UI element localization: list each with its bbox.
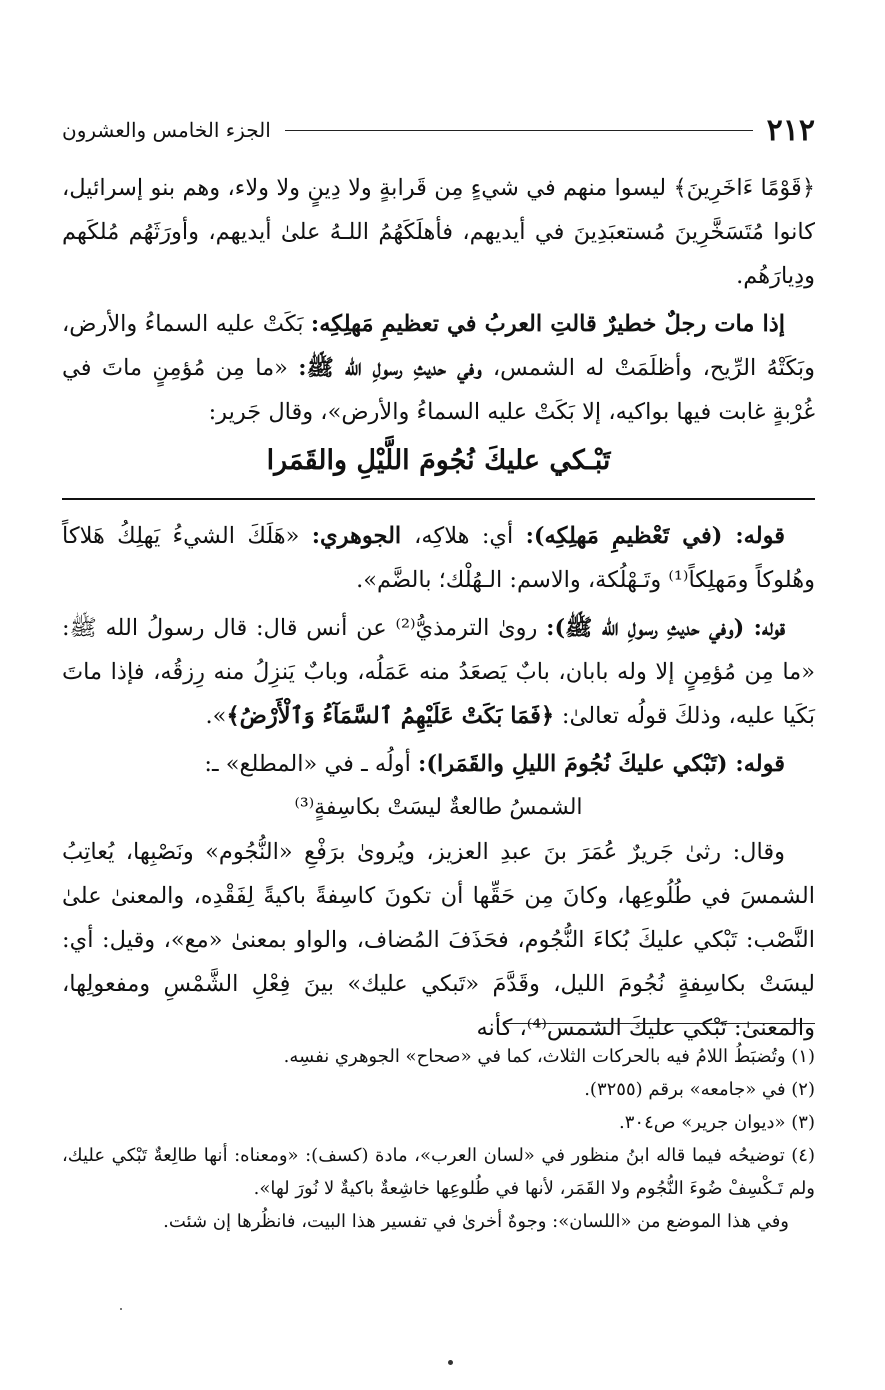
running-title: الجزء الخامس والعشرون — [62, 118, 271, 142]
footnote-rule — [505, 1023, 815, 1024]
page-number: ٢١٢ — [766, 112, 815, 148]
page-header — [62, 108, 815, 152]
header-rule — [285, 130, 753, 131]
commentary-1-part-c: «هَلَكَ الشيءُ يَهلِكُ هَلاكاً وهُلوكاً ومَهلِكاً⁽¹⁾ وتَـهْلُكة، والاسم: الـهُلْك؛ بالضَّم». — [62, 523, 815, 593]
poem-verse: تَبْـكي عليكَ نُجُومَ اللَّيْلِ والقَمَرا — [266, 445, 611, 476]
poem-verse-2: الشمسُ طالعةٌ ليسَتْ بكاسِفةٍ⁽³⁾ — [294, 795, 583, 820]
commentary-2-part-c: ». — [205, 703, 227, 729]
scan-speck — [448, 1360, 453, 1365]
footnote-4: (٤) توضيحُه فيما قاله ابنُ منظور في «لسان العرب»، مادة (كسف): «ومعناه: أنها طالِعةٌ تَبْكي عليك، ولم تَـكْسِفْ ضُوءَ النُّجُوم ولا القَمَر، لأنها في طُلوعِها خاشِعةٌ باكيةٌ لا نُورَ لها». — [62, 1145, 815, 1199]
footnote-2: (٢) في «جامعه» برقم (٣٢٥٥). — [584, 1079, 815, 1100]
paragraph-2-part-c: «ما مِن مُؤمِنٍ ماتَ في غُرْبةٍ غابت فيها بواكيه، إلا بَكَتْ عليه السماءُ والأرض»، وقال جَرير: — [62, 355, 815, 425]
paragraph-2-part-a: بَكَتْ عليه السماءُ والأرض، وبَكَتْهُ الرِّيح، وأظلَمَتْ له الشمس، — [62, 311, 815, 381]
commentary-1-part-b: الجوهري: — [311, 523, 415, 549]
paragraph-2-lead: إذا مات رجلٌ خطيرٌ قالتِ العربُ في تعظيمِ مَهلِكِه: — [310, 311, 785, 337]
main-text — [62, 166, 815, 1050]
scan-speck-small — [120, 1308, 122, 1310]
paragraph-2-part-b: وفي حديثِ رسولِ الله ﷺ: — [298, 355, 493, 381]
commentary-divider — [62, 498, 815, 500]
commentary-4: وقال: رثىٰ جَريرٌ عُمَرَ بنَ عبدِ العزيز، ويُروىٰ برَفْعِ «النُّجُوم» ونَصْبِها، يُعاتِبُ الشمسَ في طُلُوعِها، وكانَ مِن حَقِّها أن تكونَ كاسِفةً باكيةً لِفَقْدِه، والمعنىٰ علىٰ النَّصْب: تَبْكي عليكَ بُكاءَ النُّجُوم، فحَذَفَ المُضاف، والواو بمعنىٰ «مع»، وقيل: أي: ليسَتْ بكاسِفةٍ نُجُومَ الليل، وقَدَّمَ «تَبكي عليك» بينَ فِعْلِ الشَّمْسِ ومفعولِها، والمعنىٰ: تَبْكي عليكَ الشمس⁽⁴⁾، كأنه — [62, 839, 815, 1041]
commentary-2-part-a: روىٰ الترمذيُّ⁽²⁾ عن أنس قال: قال رسولُ الله ﷺ: «ما مِن مُؤمِنٍ إلا وله بابان، بابٌ يَصعَدُ منه عَمَلُه، وبابٌ يَنزِلُ منه رِزقُه، فإذا ماتَ بَكَيا عليه، وذلكَ قولُه تعالىٰ: — [62, 615, 815, 729]
footnote-3: (٣) «ديوان جرير» ص٣٠٤. — [619, 1112, 815, 1133]
commentary-3-part-a: أولُه ـ في «المطلع» ـ: — [204, 751, 419, 777]
commentary-2-lead: قوله: (وفي حديثِ رسولِ الله ﷺ): — [546, 615, 785, 641]
commentary-1 — [62, 514, 815, 602]
commentary-1-part-a: أي: هلاكِه، — [414, 523, 526, 549]
paragraph-2 — [62, 302, 815, 434]
commentary-2-part-b: ﴿فَمَا بَكَتْ عَلَيْهِمُ ٱلسَّمَآءُ وَٱلْأَرْضُ﴾ — [226, 703, 562, 729]
commentary-3-lead: قوله: (تَبْكي عليكَ نُجُومَ الليلِ والقَمَرا): — [418, 751, 785, 777]
footnote-1: (١) وتُضبَطُ اللامُ فيه بالحركات الثلاث، كما في «صحاح» الجوهري نفسِه. — [283, 1046, 815, 1067]
footnotes — [62, 1040, 815, 1238]
commentary-3 — [62, 742, 815, 786]
footnote-4-continuation: وفي هذا الموضع من «اللسان»: وجوهٌ أخرىٰ في تفسير هذا البيت، فانظُرها إن شئت. — [163, 1211, 789, 1232]
commentary-2 — [62, 606, 815, 738]
paragraph-1: ﴿قَوْمًا ءَاخَرِينَ﴾ ليسوا منهم في شيءٍ مِن قَرابةٍ ولا دِينٍ ولا ولاء، وهم بنو إسرائيل، كانوا مُتَسَخَّرِينَ مُستعبَدِينَ في أيديهم، فأهلَكَهُمُ اللـهُ علىٰ أيديهم، وأورَثَهُم مُلكَهم ودِيارَهُم. — [62, 175, 815, 289]
commentary-1-lead: قوله: (في تَعْظيمِ مَهلِكِه): — [525, 523, 785, 549]
